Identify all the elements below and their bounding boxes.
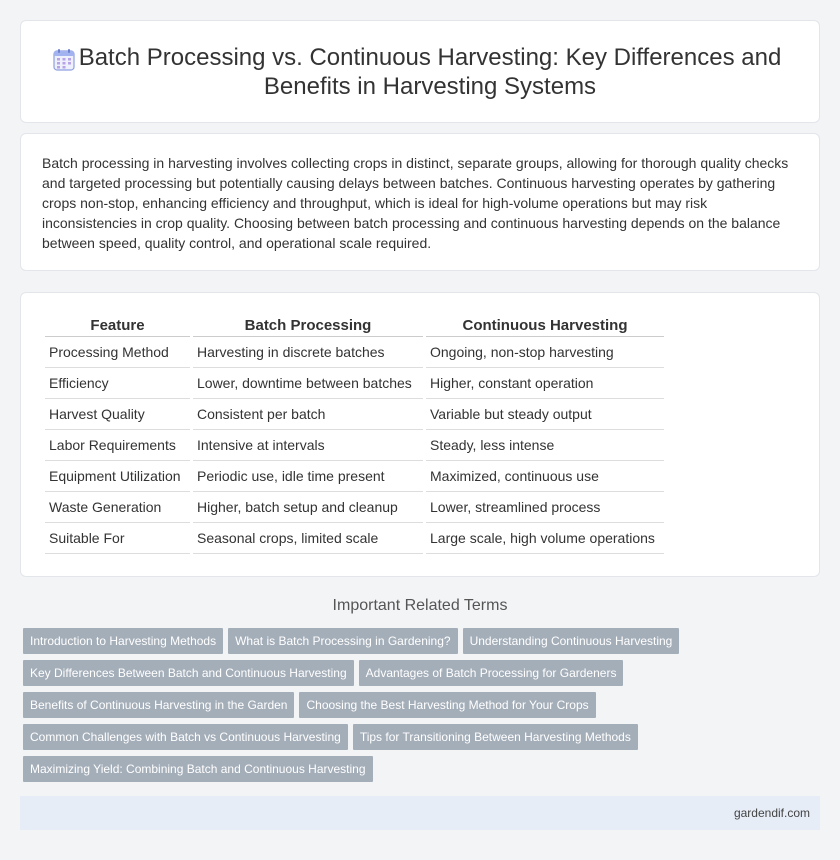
header-continuous: Continuous Harvesting	[426, 314, 664, 337]
title-card	[20, 20, 820, 123]
batch-cell: Periodic use, idle time present	[193, 461, 423, 492]
batch-cell: Consistent per batch	[193, 399, 423, 430]
table-row	[45, 461, 664, 492]
continuous-cell: Steady, less intense	[426, 430, 664, 461]
table-row	[45, 368, 664, 399]
continuous-cell: Maximized, continuous use	[426, 461, 664, 492]
feature-cell: Waste Generation	[45, 492, 190, 523]
summary-card	[20, 133, 820, 271]
feature-cell: Efficiency	[45, 368, 190, 399]
continuous-cell: Large scale, high volume operations	[426, 523, 664, 554]
table-row	[45, 523, 664, 554]
summary-paragraph: Batch processing in harvesting involves collecting crops in distinct, separate groups, allowing for thorough quality checks and targeted processing but potentially causing delays between batches. Continuous harvesting operates by gathering crops non-stop, enhancing efficiency and throughput, which is ideal for high-volume operations but may risk inconsistencies in crop quality. Choosing between batch processing and continuous harvesting depends on the balance between speed, quality control, and operational scale required.	[42, 155, 789, 251]
comparison-card	[20, 292, 820, 577]
header-feature: Feature	[45, 314, 190, 337]
footer-site-link[interactable]: gardendif.com	[733, 806, 810, 820]
related-term-link[interactable]: Benefits of Continuous Harvesting in the Garden	[23, 692, 294, 718]
table-row	[45, 337, 664, 368]
batch-cell: Lower, downtime between batches	[193, 368, 423, 399]
related-term-link[interactable]: Tips for Transitioning Between Harvesting Methods	[353, 724, 638, 750]
page-title: Batch Processing vs. Continuous Harvesting: Key Differences and Benefits in Harvesting Systems	[78, 44, 782, 100]
related-terms-heading: Important Related Terms	[332, 597, 508, 614]
batch-cell: Harvesting in discrete batches	[193, 337, 423, 368]
related-term-link[interactable]: Introduction to Harvesting Methods	[23, 628, 223, 654]
continuous-cell: Ongoing, non-stop harvesting	[426, 337, 664, 368]
related-term-link[interactable]: Common Challenges with Batch vs Continuous Harvesting	[23, 724, 348, 750]
related-terms-list	[23, 628, 723, 788]
batch-cell: Higher, batch setup and cleanup	[193, 492, 423, 523]
comparison-table	[42, 314, 667, 554]
feature-cell: Equipment Utilization	[45, 461, 190, 492]
related-term-link[interactable]: Maximizing Yield: Combining Batch and Continuous Harvesting	[23, 756, 373, 782]
related-term-link[interactable]: Key Differences Between Batch and Continuous Harvesting	[23, 660, 354, 686]
batch-cell: Seasonal crops, limited scale	[193, 523, 423, 554]
feature-cell: Processing Method	[45, 337, 190, 368]
table-row	[45, 492, 664, 523]
feature-cell: Harvest Quality	[45, 399, 190, 430]
feature-cell: Labor Requirements	[45, 430, 190, 461]
continuous-cell: Lower, streamlined process	[426, 492, 664, 523]
continuous-cell: Variable but steady output	[426, 399, 664, 430]
table-header-row	[45, 314, 664, 337]
related-term-link[interactable]: Understanding Continuous Harvesting	[463, 628, 680, 654]
table-row	[45, 399, 664, 430]
header-batch: Batch Processing	[193, 314, 423, 337]
feature-cell: Suitable For	[45, 523, 190, 554]
batch-cell: Intensive at intervals	[193, 430, 423, 461]
table-row	[45, 430, 664, 461]
continuous-cell: Higher, constant operation	[426, 368, 664, 399]
related-term-link[interactable]: Choosing the Best Harvesting Method for Your Crops	[299, 692, 595, 718]
related-term-link[interactable]: What is Batch Processing in Gardening?	[228, 628, 457, 654]
footer	[20, 796, 820, 830]
related-term-link[interactable]: Advantages of Batch Processing for Gardeners	[359, 660, 624, 686]
